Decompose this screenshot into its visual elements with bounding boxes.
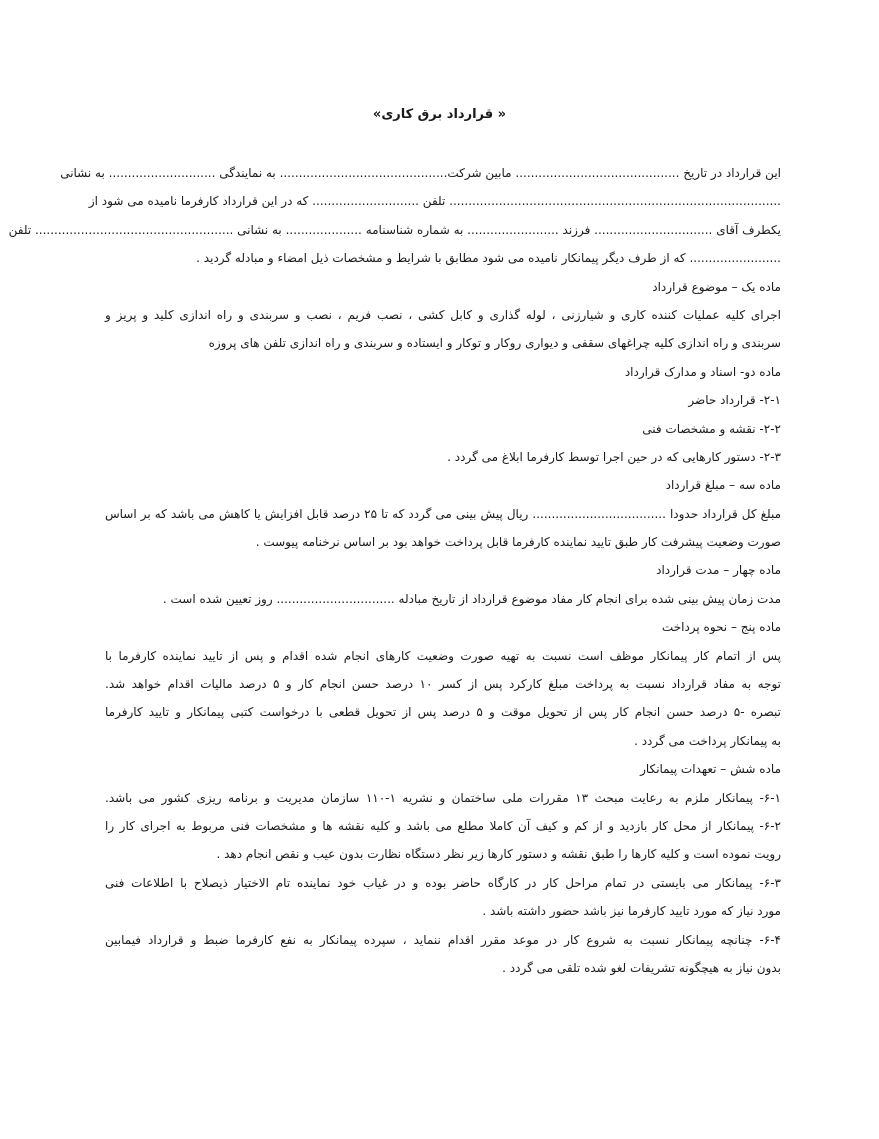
article-5-text: پس از اتمام کار پیمانکار موظف است نسبت به تهیه صورت وضعیت کارهای انجام شده اقدام و پس از تایید نماینده کارفرما با: [105, 648, 781, 663]
clause-6-3: ۶-۳- پیمانکار می بایستی در تمام مراحل کار در کارگاه حاضر بوده و در غیاب خود نماینده تام الاختیار ذیصلاح با اطلاعات فنی: [105, 875, 781, 890]
article-4-text: مدت زمان پیش بینی شده برای انجام کار مفاد موضوع قرارداد از تاریخ مبادله ............................... روز تعیین شده است .: [162, 591, 781, 606]
article-3-heading: ماده سه – مبلغ قرارداد: [665, 478, 781, 493]
article-5-text-continued: توجه به مفاد قرارداد نسبت به پرداخت مبلغ کارکرد پس از کسر ۱۰ درصد حسن انجام کار و ۵ درصد مالیات اقدام خواهد شد.: [105, 677, 781, 692]
contractor-identity-line: یکطرف آقای ............................... فرزند ........................ به شماره شناسنامه .................... به نشانی .................................................... تلفن: [8, 222, 781, 237]
clause-6-1: ۶-۱- پیمانکار ملزم به رعایت مبحث ۱۳ مقررات ملی ساختمان و نشریه ۱-۱۱۰ سازمان مدیریت و برنامه ریزی کشور می باشد.: [105, 790, 782, 805]
clause-6-2-continued: رویت نموده است و کلیه کارها را طبق نقشه و دستور کارها زیر نظر دستگاه نظارت بدون عیب و نقص انجام دهد .: [216, 847, 781, 862]
document-body: [8, 159, 782, 982]
article-3-text: مبلغ کل قرارداد حدودا ................................... ریال پیش بینی می گردد که تا ۲۵ درصد قابل افزایش یا کاهش می باشد که بر اساس: [105, 506, 781, 521]
document-title: « قرارداد برق کاری»: [372, 107, 507, 122]
article-5-heading: ماده پنج – نحوه پرداخت: [661, 620, 781, 635]
article-2-heading: ماده دو- اسناد و مدارک قرارداد: [624, 364, 781, 379]
article-5-note-continued: به پیمانکار پرداخت می گردد .: [634, 733, 781, 748]
clause-6-3-continued: مورد نیاز که مورد تایید کارفرما نیز باشد حضور داشته باشد .: [482, 904, 781, 919]
contract-date-line: این قرارداد در تاریخ ........................................... مابین شرکت............................................ به نمایندگی ............................ به نشانی: [60, 166, 781, 180]
clause-6-4-continued: بدون نیاز به هیچگونه تشریفات لغو شده تلقی می گردد .: [502, 960, 781, 975]
article-1-text-continued: سربندی و راه اندازی کلیه چراغهای سقفی و دیواری روکار و توکار و ایستاده و سربندی و راه اندازی تلفن های پروزه: [208, 336, 781, 351]
clause-6-4: ۶-۴- چنانچه پیمانکار نسبت به شروع کار در موعد مقرر اقدام ننماید ، سپرده پیمانکار به نفع کارفرما ضبط و قرارداد فیمابین: [105, 932, 781, 947]
article-4-heading: ماده چهار – مدت قرارداد: [656, 563, 781, 578]
article-5-note: تبصره -۵ درصد حسن انجام کار پس از تحویل موقت و ۵ درصد پس از تحویل قطعی با درخواست کتبی پیمانکار و تایید کارفرما: [105, 705, 782, 720]
employer-phone-line: ....................................................................................... تلفن ............................ که در این قرارداد کارفرما نامیده می شود از: [88, 194, 781, 209]
clause-2-3: ۲-۳- دستور کارهایی که در حین اجرا توسط کارفرما ابلاغ می گردد .: [447, 449, 781, 464]
clause-6-2: ۶-۲- پیمانکار از محل کار بازدید و از کم و کیف آن کاملا مطلع می باشد و کلیه نقشه ها و مشخصات فنی مربوط به اجرای کار را: [105, 818, 781, 833]
article-1-text: اجرای کلیه عملیات کننده کاری و شیارزنی ، لوله گذاری و کابل کشی ، نصب فریم ، نصب و سربندی و راه اندازی کلید و پریز و: [105, 307, 781, 322]
contractor-definition-line: ........................ که از طرف دیگر پیمانکار نامیده می شود مطابق با شرایط و مشخصات ذیل امضاء و مبادله گردید .: [196, 251, 781, 266]
clause-2-2: ۲-۲- نقشه و مشخصات فنی: [642, 421, 781, 436]
article-1-heading: ماده یک – موضوع قرارداد: [652, 279, 781, 294]
clause-2-1: ۲-۱- قرارداد حاضر: [688, 393, 781, 408]
article-6-heading: ماده شش – تعهدات پیمانکار: [640, 762, 781, 777]
article-3-text-continued: صورت وضعیت پیشرفت کار طبق تایید نماینده کارفرما قابل پرداخت خواهد بود بر اساس نرخنامه پیوست .: [255, 535, 781, 550]
